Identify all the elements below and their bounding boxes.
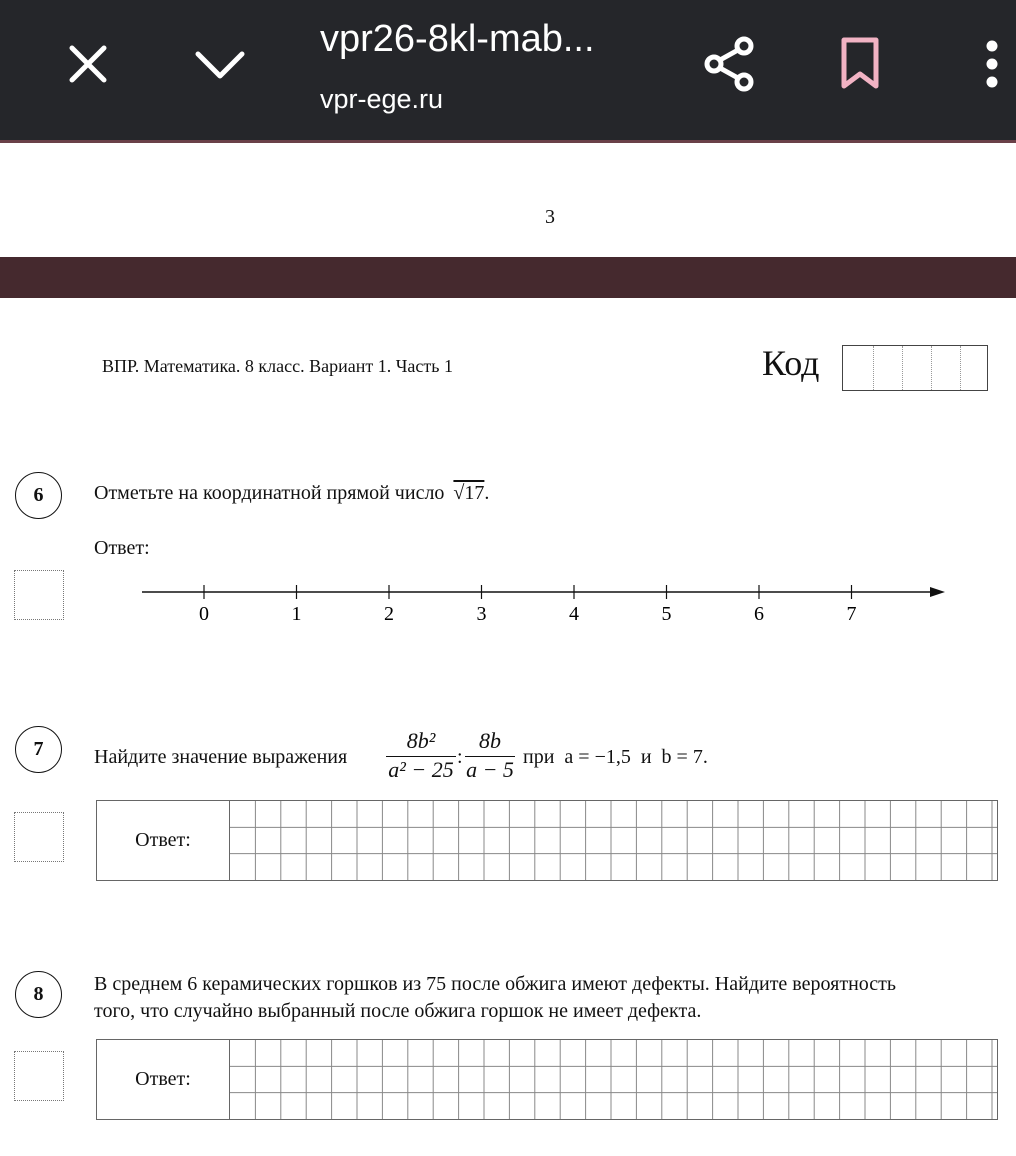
question-8-answer-label: Ответ:: [97, 1040, 230, 1119]
fraction-1-numerator: 8b²: [386, 728, 456, 757]
fraction-2-denominator: a − 5: [466, 757, 514, 782]
number-line-tick-label: 3: [476, 603, 487, 625]
question-8-line-2: того, что случайно выбранный после обжига горшок не имеет дефекта.: [94, 1000, 702, 1022]
share-icon[interactable]: [700, 34, 760, 94]
question-6-radical: √17: [453, 482, 485, 504]
question-8-mark-box: [14, 1051, 64, 1101]
number-line-tick-label: 5: [661, 603, 672, 625]
toolbar-divider: [0, 140, 1016, 143]
question-6-answer-label: Ответ:: [94, 537, 150, 559]
page-number: 3: [545, 206, 555, 228]
close-icon[interactable]: [62, 38, 114, 90]
answer-grid[interactable]: [230, 1040, 997, 1119]
question-6-text: [94, 482, 489, 505]
fraction-1-denominator: a² − 25: [388, 757, 454, 782]
number-line-tick-label: 4: [569, 603, 579, 625]
question-7-answer-field[interactable]: [96, 800, 998, 881]
bookmark-icon[interactable]: [836, 36, 884, 92]
question-7-condition: при a = −1,5 и b = 7.: [523, 746, 708, 768]
page-domain: vpr-ege.ru: [320, 84, 444, 114]
code-cell-divider: [873, 346, 874, 390]
question-7-mark-box: [14, 812, 64, 862]
number-line-tick-label: 0: [199, 603, 209, 625]
question-6-tail: .: [484, 482, 490, 504]
question-8-answer-field[interactable]: [96, 1039, 998, 1120]
fraction-2-numerator: 8b: [465, 728, 515, 757]
question-6-mark-box: [14, 570, 64, 620]
code-cell-divider: [931, 346, 932, 390]
chevron-down-icon[interactable]: [190, 40, 250, 90]
code-label: Код: [762, 343, 820, 383]
question-7-prompt: Найдите значение выражения: [94, 746, 348, 768]
question-number-8: 8: [15, 971, 62, 1018]
code-box[interactable]: [842, 345, 988, 391]
question-number-7: 7: [15, 726, 62, 773]
number-line-tick-label: 7: [846, 603, 857, 625]
more-vert-icon[interactable]: [978, 38, 1006, 90]
page-title: vpr26-8kl-mab...: [320, 18, 595, 60]
question-6-prompt: Отметьте на координатной прямой число: [94, 482, 445, 504]
question-8-line-1: В среднем 6 керамических горшков из 75 после обжига имеют дефекты. Найдите вероятность: [94, 973, 897, 995]
number-line-tick-label: 2: [384, 603, 394, 625]
question-number-6: 6: [15, 472, 62, 519]
number-line[interactable]: [140, 580, 950, 630]
division-operator: :: [457, 746, 463, 768]
code-cell-divider: [902, 346, 903, 390]
fraction-2: [465, 728, 515, 783]
code-cell-divider: [960, 346, 961, 390]
question-7-answer-label: Ответ:: [97, 801, 230, 880]
answer-grid[interactable]: [230, 801, 997, 880]
number-line-tick-label: 1: [291, 603, 302, 625]
number-line-tick-label: 6: [754, 603, 764, 625]
page-separator-band: [0, 257, 1016, 298]
browser-toolbar: [0, 0, 1016, 140]
document-header: ВПР. Математика. 8 класс. Вариант 1. Часть 1: [102, 356, 453, 376]
fraction-1: [386, 728, 456, 783]
